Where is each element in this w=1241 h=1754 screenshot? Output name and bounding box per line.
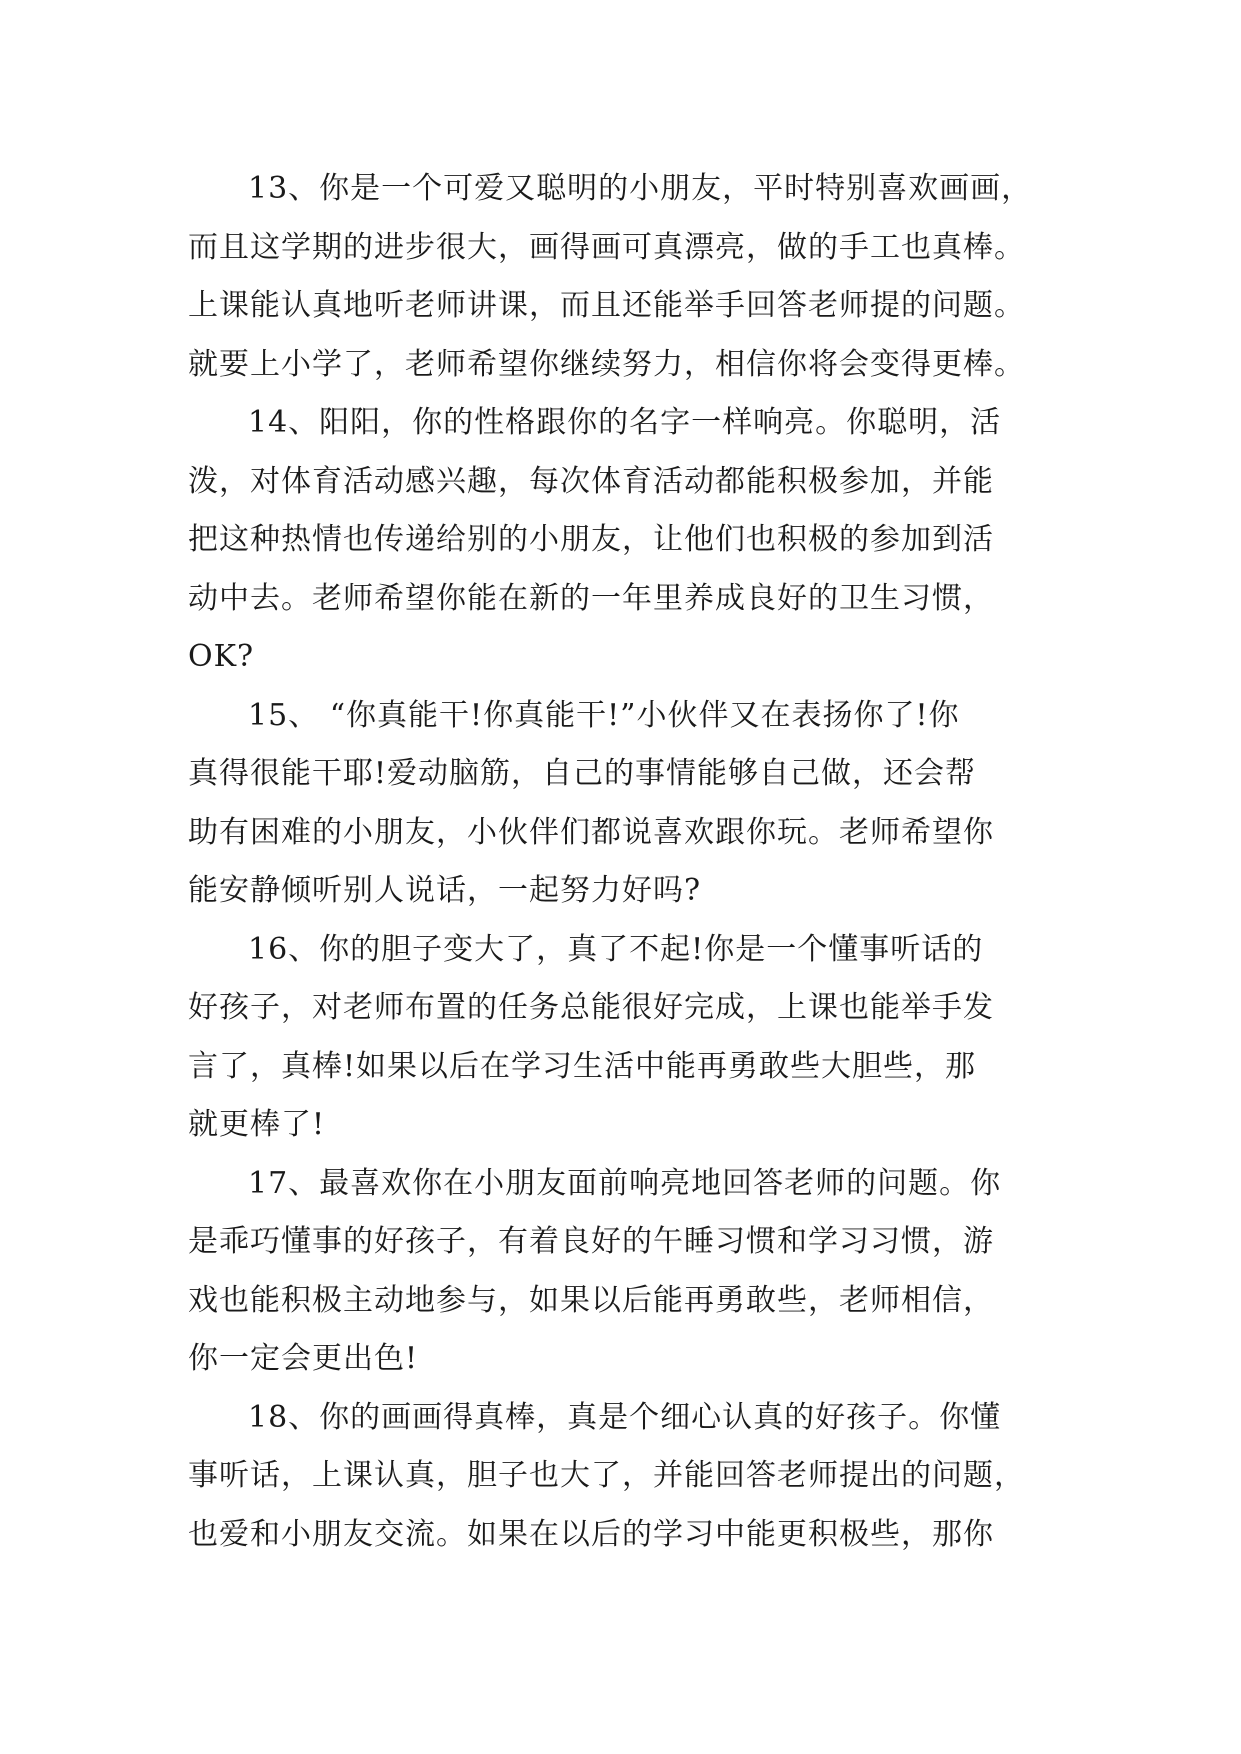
text-line: 事听话，上课认真，胆子也大了，并能回答老师提出的问题， [188,1458,1025,1493]
text-line: 就更棒了! [188,1107,326,1142]
text-line: OK? [188,639,255,674]
text-line: 你一定会更出色! [188,1341,419,1376]
text-line: 14、阳阳，你的性格跟你的名字一样响亮。你聪明，活 [248,405,1002,440]
text-line: 也爱和小朋友交流。如果在以后的学习中能更积极些，那你 [188,1516,994,1552]
paragraph-18 [188,1389,1088,1565]
text-line: 动中去。老师希望你能在新的一年里养成良好的卫生习惯， [188,580,994,616]
text-line: 泼，对体育活动感兴趣，每次体育活动都能积极参加，并能 [188,463,994,499]
text-line: 13、你是一个可爱又聪明的小朋友，平时特别喜欢画画， [248,171,1033,206]
text-line: 助有困难的小朋友，小伙伴们都说喜欢跟你玩。老师希望你 [188,814,994,850]
text-line: 能安静倾听别人说话，一起努力好吗? [188,873,702,908]
text-line: 15、 “你真能干!你真能干!”小伙伴又在表扬你了!你 [248,697,960,733]
paragraph-15 [188,687,1088,921]
paragraph-17 [188,1155,1088,1389]
text-line: 戏也能积极主动地参与，如果以后能再勇敢些，老师相信， [188,1282,994,1318]
text-line: 而且这学期的进步很大，画得画可真漂亮，做的手工也真棒。 [188,229,1025,265]
paragraph-16 [188,921,1088,1155]
text-line: 言了，真棒!如果以后在学习生活中能再勇敢些大胆些，那 [188,1048,977,1084]
document-body [188,160,1088,1564]
text-line: 17、最喜欢你在小朋友面前响亮地回答老师的问题。你 [248,1165,1002,1201]
text-line: 16、你的胆子变大了，真了不起!你是一个懂事听话的 [248,931,984,967]
text-line: 18、你的画画得真棒，真是个细心认真的好孩子。你懂 [248,1399,1002,1435]
text-line: 上课能认真地听老师讲课，而且还能举手回答老师提的问题。 [188,288,1025,323]
text-line: 就要上小学了，老师希望你继续努力，相信你将会变得更棒。 [188,346,1025,382]
text-line: 是乖巧懂事的好孩子，有着良好的午睡习惯和学习习惯，游 [188,1224,994,1259]
text-line: 把这种热情也传递给别的小朋友，让他们也积极的参加到活 [188,522,994,557]
paragraph-13 [188,160,1088,394]
paragraph-14 [188,394,1088,687]
text-line: 真得很能干耶!爱动脑筋，自己的事情能够自己做，还会帮 [188,756,977,791]
text-line: 好孩子，对老师布置的任务总能很好完成，上课也能举手发 [188,990,994,1025]
